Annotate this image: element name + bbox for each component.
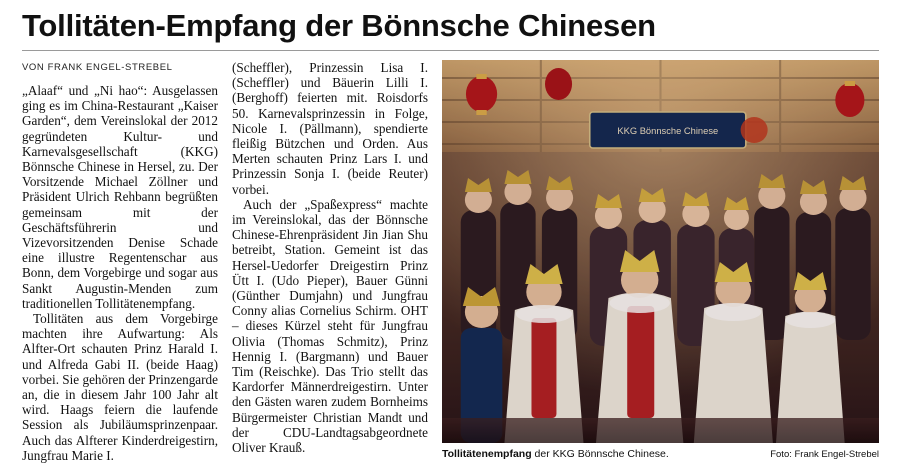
caption-text [442, 448, 669, 461]
carnival-group-photo [442, 60, 879, 443]
text-column-2 [232, 60, 428, 455]
paragraph: „Alaaf“ und „Ni hao“: Ausgelassen ging es im China-Restaurant „Kaiser Garden“, dem Vereinslokal der 2012 gegründeten Kultur- und Karnevalsgesellschaft (KKG) Bönnsche Chinese in Hersel, zu. Der Vorsitzende Michael Zöllner und Präsident Ulrich Rehbann begrüßten gemeinsam mit der Geschäftsführerin und Vizevorsitzenden Denise Schade eine illustre Regentenschar aus Bonn, dem Vorgebirge und sogar aus Sankt Augustin-Menden zum traditionellen Tollitätenempfang. [22, 83, 218, 311]
svg-text:KKG Bönnsche Chinese: KKG Bönnsche Chinese [617, 126, 719, 136]
title-divider [22, 50, 879, 51]
byline: VON FRANK ENGEL-STREBEL [22, 62, 173, 73]
caption-lead: Tollitätenempfang [442, 448, 532, 460]
photo-column [442, 60, 879, 461]
paragraph: Auch der „Spaßexpress“ machte im Vereinslokal, das der Bönnsche Chinese-Ehrenpräsident Jin Jian Shu betreibt, Station. Gemeint ist das Hersel-Uedorfer Dreigestirn Prinz Ütt I. (Udo Pieper), Bauer Günni (Günther Dumjahn) und Jungfrau Conny alias Cornelius Schirm. OHT – dieses Kürzel steht für Jungfrau Olivia (Thomas Schmitz), Prinz Hennig I. (Bargmann) und Bauer Tim (Reischke). Das Trio stellt das Kardorfer Männerdreigestirn. Unter den Gästen waren zudem Bornheims Bürgermeister Christian Mandt und der CDU-Landtagsabgeordnete Oliver Krauß. [232, 196, 428, 456]
page-title: Tollitäten-Empfang der Bönnsche Chinesen [22, 8, 656, 43]
caption-body: der KKG Bönnsche Chinese. [531, 448, 669, 460]
photo-illustration [442, 60, 879, 443]
article-columns [22, 60, 879, 463]
paragraph: (Scheffler), Prinzessin Lisa I. (Scheffler) und Bäuerin Lilli I. (Berghoff) feierten mit. Roisdorfs 50. Karnevalsprinzessin in Folge, Nicole I. (Pällmann), spendierte fleißig Bützchen und Orden. Aus Merten schauten Prinz Lars I. und Prinzessin Sonja I. (beide Reuter) vorbei. [232, 60, 428, 197]
photo-caption [442, 448, 879, 461]
photo-credit: Foto: Frank Engel-Strebel [770, 449, 879, 460]
paragraph: Tollitäten aus dem Vorgebirge machten ihre Aufwartung: Als Alfter-Ort schauten Prinz Harald I. und Alfreda Gabi II. (beide Haag) vorbei. Sie gehören der Prinzengarde an, die in diesem Jahr 100 Jahr alt wird. Haags feiern die laufende Session als Jubiläumsprinzenpaar. Auch das Alfterer Kinderdreigestirn, Jungfrau Marie I. [22, 311, 218, 463]
text-column-1 [22, 60, 218, 463]
article-page [0, 8, 901, 472]
